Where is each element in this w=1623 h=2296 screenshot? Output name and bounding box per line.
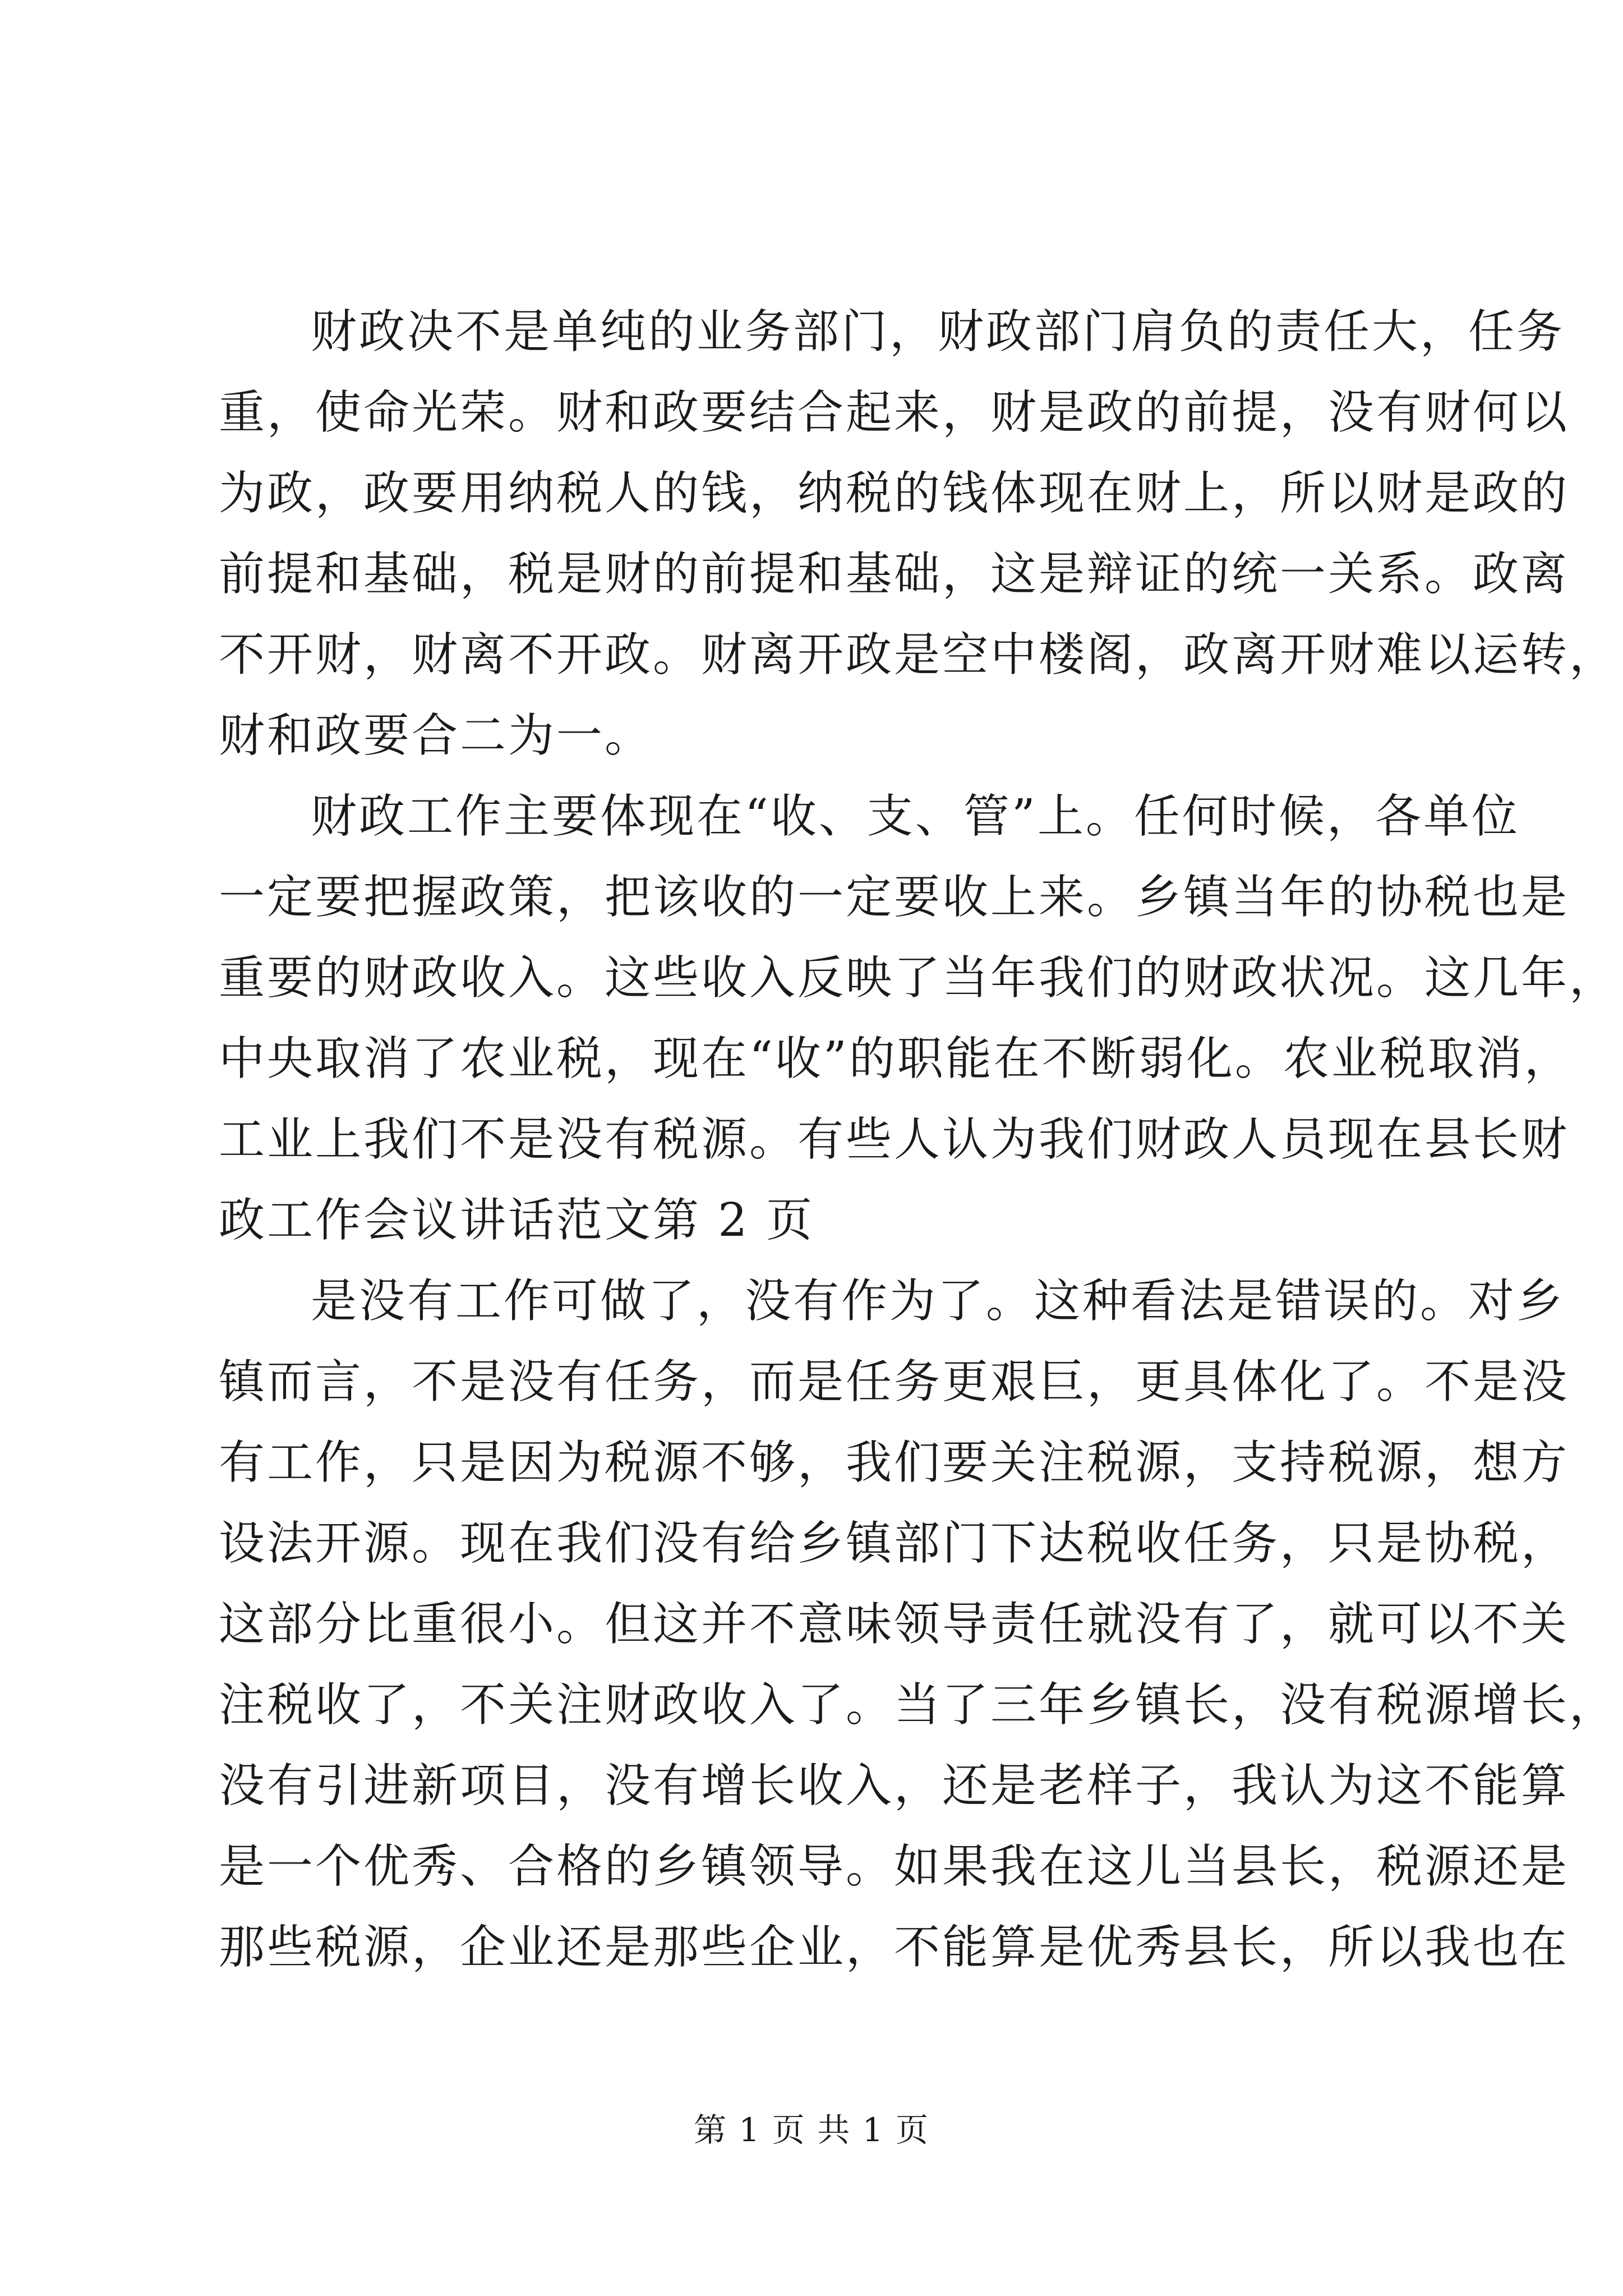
page-footer: 第 1 页 共 1 页 [694, 2111, 929, 2149]
text-line: 中央取消了农业税，现在“收”的职能在不断弱化。农业税取消， [219, 1032, 1573, 1085]
text-line: 这部分比重很小。但这并不意味领导责任就没有了，就可以不关 [219, 1598, 1570, 1651]
text-line: 是一个优秀、合格的乡镇领导。如果我在这儿当县长，税源还是 [219, 1840, 1570, 1893]
text-line: 工业上我们不是没有税源。有些人认为我们财政人员现在县长财 [219, 1113, 1570, 1166]
text-line: 为政，政要用纳税人的钱，纳税的钱体现在财上，所以财是政的 [219, 467, 1570, 520]
text-line: 没有引进新项目，没有增长收入，还是老样子，我认为这不能算 [219, 1759, 1570, 1812]
text-line: 财政决不是单纯的业务部门，财政部门肩负的责任大，任务 [311, 305, 1565, 358]
text-line: 一定要把握政策，把该收的一定要收上来。乡镇当年的协税也是 [219, 871, 1570, 924]
text-line: 前提和基础，税是财的前提和基础，这是辩证的统一关系。政离 [219, 547, 1570, 601]
text-line: 财和政要合二为一。 [219, 709, 653, 762]
text-line: 政工作会议讲话范文第 2 页 [219, 1194, 815, 1247]
text-line: 有工作，只是因为税源不够，我们要关注税源，支持税源，想方 [219, 1436, 1570, 1489]
text-line: 注税收了，不关注财政收入了。当了三年乡镇长，没有税源增长， [219, 1678, 1618, 1732]
text-line: 设法开源。现在我们没有给乡镇部门下达税收任务，只是协税， [219, 1517, 1570, 1570]
text-line: 重要的财政收入。这些收入反映了当年我们的财政状况。这几年， [219, 951, 1618, 1005]
text-line: 那些税源，企业还是那些企业，不能算是优秀县长，所以我也在 [219, 1921, 1570, 1974]
text-line: 财政工作主要体现在“收、支、管”上。任何时候，各单位 [311, 790, 1520, 843]
text-line: 镇而言，不是没有任务，而是任务更艰巨，更具体化了。不是没 [219, 1355, 1570, 1409]
text-line: 是没有工作可做了，没有作为了。这种看法是错误的。对乡 [311, 1274, 1565, 1328]
text-line: 不开财，财离不开政。财离开政是空中楼阁，政离开财难以运转， [219, 628, 1618, 682]
document-body [219, 292, 1618, 1988]
text-line: 重，使命光荣。财和政要结合起来，财是政的前提，没有财何以 [219, 386, 1570, 439]
